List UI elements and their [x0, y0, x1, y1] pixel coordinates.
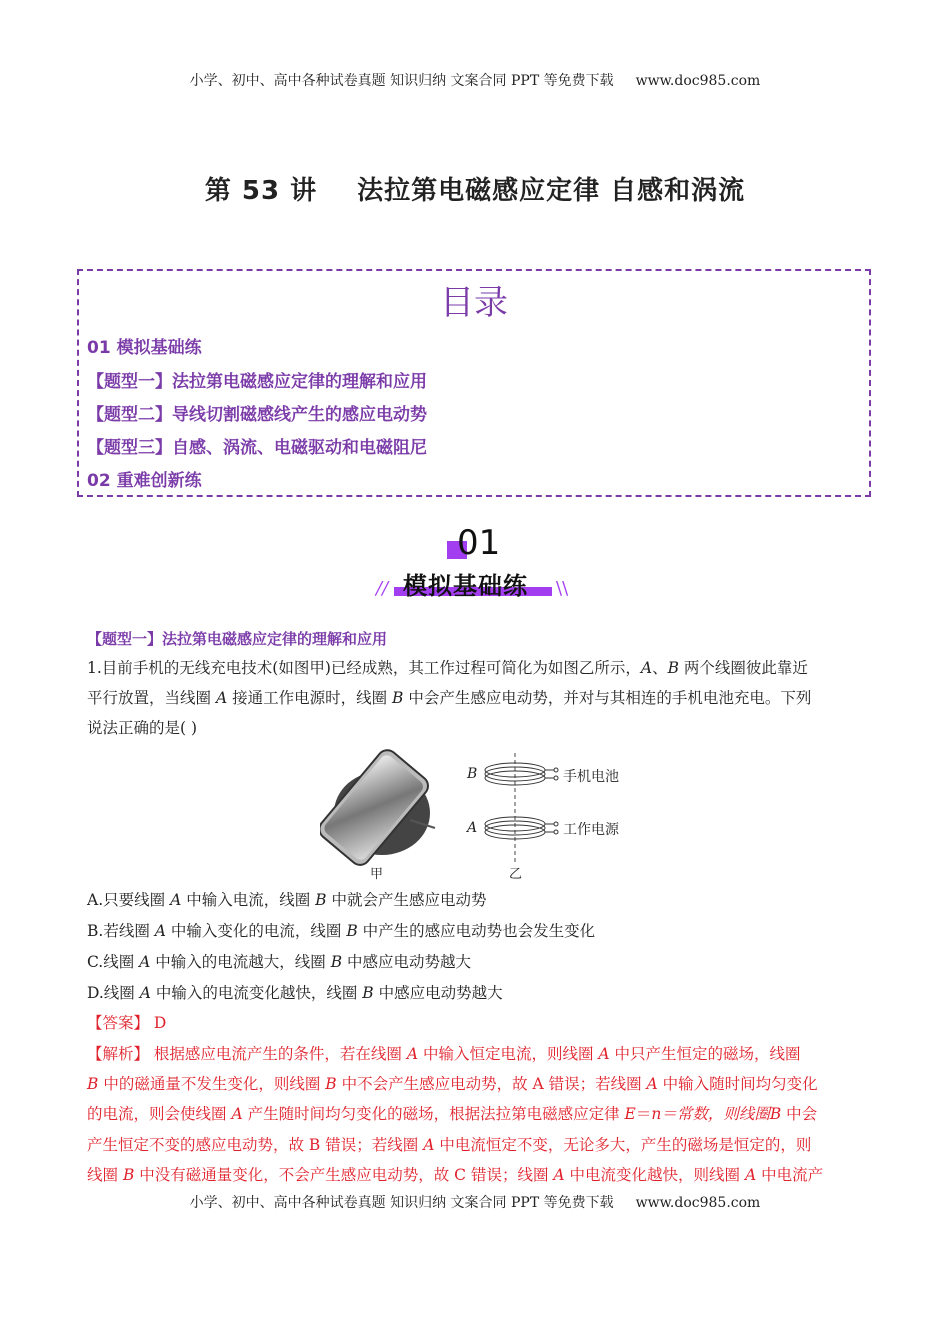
text-segment: ＝ — [635, 1105, 652, 1123]
italic-variable: B — [330, 953, 343, 971]
text-segment: 1.目前手机的无线充电技术(如图甲)已经成熟，其工作过程可简化为如图乙所示， — [87, 659, 641, 677]
text-segment: 两个线圈彼此靠近 — [679, 659, 808, 677]
text-segment: D.线圈 — [87, 984, 140, 1002]
coil-a-label: A — [467, 820, 478, 836]
analysis-line — [87, 1160, 867, 1190]
table-of-contents — [77, 269, 871, 497]
power-supply-label: 工作电源 — [563, 822, 619, 838]
analysis-line — [87, 1099, 867, 1129]
italic-variable: B — [315, 891, 327, 909]
text-segment: 说法正确的是( ) — [87, 719, 198, 737]
italic-variable: B — [122, 1166, 135, 1184]
italic-variable: A — [640, 659, 653, 677]
coil-b-label: B — [467, 766, 478, 782]
text-segment: 中感应电动势越大 — [342, 953, 472, 971]
text-segment: 接通工作电源时，线圈 — [227, 689, 392, 707]
text-segment: 中输入的电流越大，线圈 — [150, 953, 331, 971]
italic-variable: n — [651, 1105, 662, 1123]
text-segment: 平行放置，当线圈 — [87, 689, 216, 707]
text-segment: 、 — [652, 659, 668, 677]
analysis-line — [87, 1130, 867, 1160]
italic-variable: A — [646, 1075, 658, 1093]
question-figure — [320, 748, 640, 883]
toc-item[interactable]: 【题型二】导线切割磁感线产生的感应电动势 — [87, 405, 427, 425]
italic-variable: A — [139, 984, 151, 1002]
footer-url[interactable]: www.doc985.com — [635, 1195, 761, 1211]
italic-variable: B — [362, 984, 374, 1002]
italic-variable: B — [392, 689, 404, 707]
question-stem-line — [87, 683, 867, 713]
lecture-topic: 法拉第电磁感应定律 自感和涡流 — [357, 176, 746, 206]
toc-heading: 目录 — [440, 283, 508, 323]
text-segment: 中输入恒定电流，则线圈 — [418, 1045, 599, 1063]
italic-variable: A — [215, 689, 228, 707]
italic-variable: A — [744, 1166, 757, 1184]
italic-variable: A — [423, 1136, 435, 1154]
text-segment: 中就会产生感应电动势 — [326, 891, 487, 909]
text-segment: 产生恒定不变的感应电动势，故 B 错误；若线圈 — [87, 1136, 424, 1154]
section-number: 01 — [457, 523, 501, 563]
text-segment: 中只产生恒定的磁场，线圈 — [609, 1045, 801, 1063]
option-d[interactable] — [87, 978, 867, 1008]
text-segment: 的电流，则会使线圈 — [87, 1105, 232, 1123]
page-title — [0, 170, 950, 207]
slash-decoration-left: // — [376, 578, 389, 599]
italic-variable: E — [624, 1105, 636, 1123]
text-segment: 中输入变化的电流，线圈 — [165, 922, 347, 940]
text-segment: 中产生的感应电动势也会发生变化 — [357, 922, 596, 940]
option-b[interactable] — [87, 916, 867, 946]
analysis-line — [87, 1039, 867, 1069]
text-segment: 【解析】 根据感应电流产生的条件，若在线圈 — [87, 1045, 407, 1063]
question-stem-line — [87, 713, 867, 743]
italic-variable: A — [553, 1166, 565, 1184]
italic-variable: A — [231, 1105, 243, 1123]
header-url[interactable]: www.doc985.com — [635, 73, 761, 89]
section-name: 模拟基础练 — [403, 572, 528, 600]
text-segment: C.线圈 — [87, 953, 140, 971]
toc-item[interactable]: 02 重难创新练 — [87, 471, 202, 491]
answer-line — [87, 1008, 867, 1038]
lecture-number: 第 53 讲 — [204, 176, 318, 206]
italic-variable: B — [667, 659, 679, 677]
text-segment: A.只要线圈 — [87, 891, 171, 909]
italic-variable: B — [325, 1075, 337, 1093]
toc-item[interactable]: 01 模拟基础练 — [87, 338, 202, 358]
phone-battery-label: 手机电池 — [563, 769, 619, 785]
text-segment: 中输入随时间均匀变化 — [657, 1075, 818, 1093]
italic-variable: A — [406, 1045, 419, 1063]
slash-decoration-right: \\ — [556, 578, 569, 599]
figure-caption-left: 甲 — [370, 867, 384, 882]
text-segment: 中没有磁通量变化，不会产生感应电动势，故 C 错误；线圈 — [134, 1166, 554, 1184]
text-segment: 中输入电流，线圈 — [181, 891, 316, 909]
italic-variable: B — [346, 922, 358, 940]
italic-variable: A — [139, 953, 151, 971]
option-c[interactable] — [87, 947, 867, 977]
toc-item[interactable]: 【题型三】自感、涡流、电磁驱动和电磁阻尼 — [87, 438, 427, 458]
italic-variable: A — [154, 922, 166, 940]
text-segment: 中电流变化越快，则线圈 — [564, 1166, 745, 1184]
page-footer — [0, 1192, 950, 1212]
text-segment: 中会产生感应电动势，并对与其相连的手机电池充电。下列 — [403, 689, 812, 707]
text-segment: 中的磁通量不发生变化，则线圈 — [98, 1075, 326, 1093]
text-segment: B.若线圈 — [87, 922, 155, 940]
text-segment: 中电流恒定不变，无论多大，产生的磁场是恒定的，则 — [434, 1136, 812, 1154]
text-segment: 产生随时间均匀变化的磁场，根据法拉第电磁感应定律 — [242, 1105, 625, 1123]
italic-variable: ＝常数，则线圈B — [661, 1105, 782, 1123]
text-segment: 线圈 — [87, 1166, 123, 1184]
text-segment: 中会 — [781, 1105, 818, 1123]
italic-variable: B — [87, 1075, 99, 1093]
footer-text: 小学、初中、高中各种试卷真题 知识归纳 文案合同 PPT 等免费下载 — [189, 1195, 614, 1211]
text-segment: 中输入的电流变化越快，线圈 — [150, 984, 363, 1002]
text-segment: 中不会产生感应电动势，故 A 错误；若线圈 — [336, 1075, 647, 1093]
italic-variable: A — [170, 891, 182, 909]
question-stem-line — [87, 653, 867, 683]
header-text: 小学、初中、高中各种试卷真题 知识归纳 文案合同 PPT 等免费下载 — [189, 73, 614, 89]
text-segment: 中感应电动势越大 — [373, 984, 503, 1002]
text-segment: 【答案】 D — [87, 1014, 167, 1032]
figure-caption-right: 乙 — [509, 867, 523, 882]
text-segment: 中电流产 — [756, 1166, 824, 1184]
question-type-heading: 【题型一】法拉第电磁感应定律的理解和应用 — [87, 630, 388, 648]
toc-item[interactable]: 【题型一】法拉第电磁感应定律的理解和应用 — [87, 372, 427, 392]
italic-variable: A — [598, 1045, 610, 1063]
analysis-line — [87, 1069, 867, 1099]
page-header — [0, 70, 950, 90]
option-a[interactable] — [87, 885, 867, 915]
